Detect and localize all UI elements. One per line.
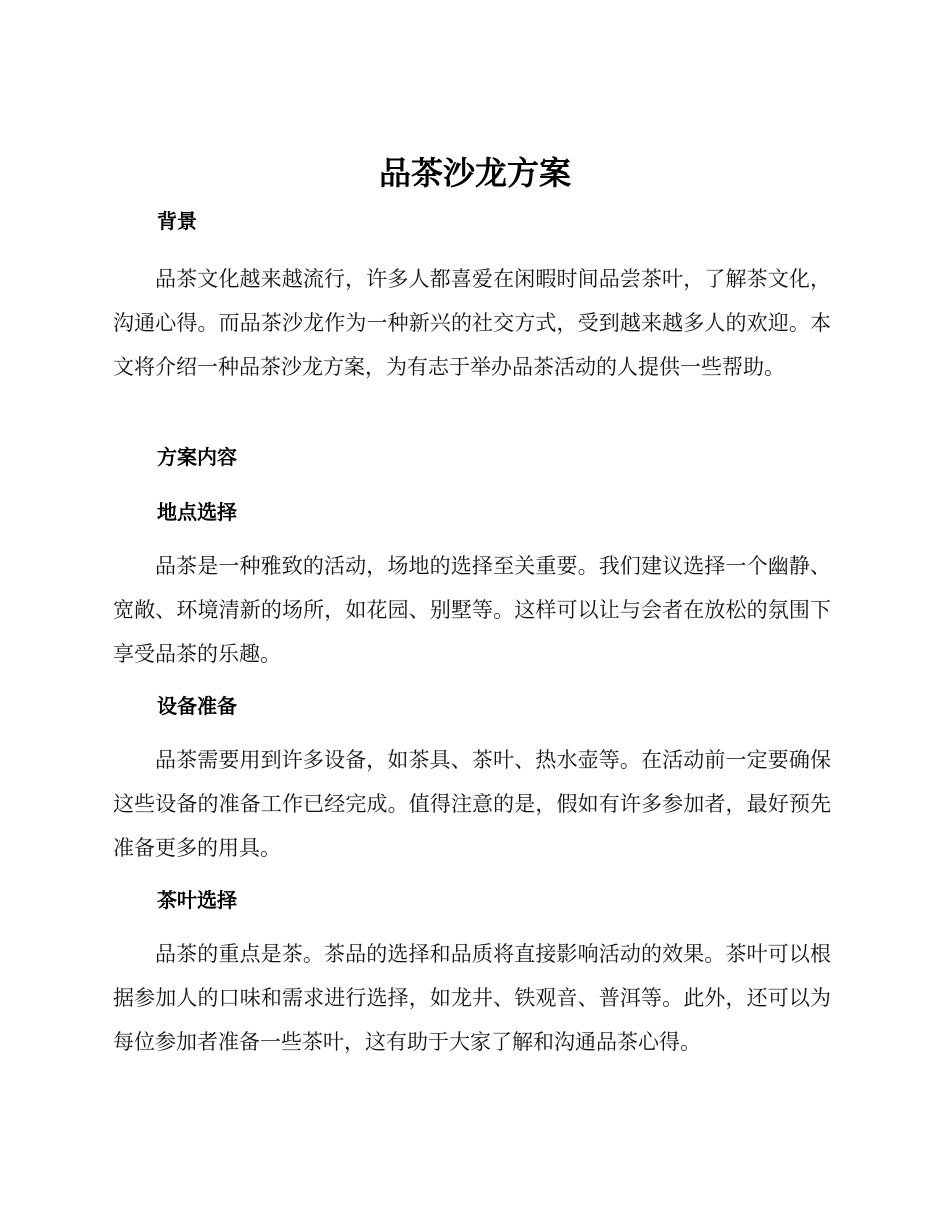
section-heading-equipment: 设备准备 (157, 694, 237, 718)
section-paragraph-background: 品茶文化越来越流行，许多人都喜爱在闲暇时间品尝茶叶，了解茶文化，沟通心得。而品茶沙龙作为一种新兴的社交方式，受到越来越多人的欢迎。本文将介绍一种品茶沙龙方案，为有志于举办品茶活动的人提供一些帮助。 (113, 267, 831, 379)
section-paragraph-location: 品茶是一种雅致的活动，场地的选择至关重要。我们建议选择一个幽静、宽敞、环境清新的场所，如花园、别墅等。这样可以让与会者在放松的氛围下享受品茶的乐趣。 (113, 554, 831, 666)
section-paragraph-equipment: 品茶需要用到许多设备，如茶具、茶叶、热水壶等。在活动前一定要确保这些设备的准备工作已经完成。值得注意的是，假如有许多参加者，最好预先准备更多的用具。 (113, 748, 831, 860)
section-paragraph-tea-selection: 品茶的重点是茶。茶品的选择和品质将直接影响活动的效果。茶叶可以根据参加人的口味和需求进行选择，如龙井、铁观音、普洱等。此外，还可以为每位参加者准备一些茶叶，这有助于大家了解和沟通品茶心得。 (113, 942, 831, 1054)
section-heading-location: 地点选择 (157, 500, 237, 524)
section-heading-background: 背景 (157, 209, 197, 233)
section-heading-plan-content: 方案内容 (157, 445, 237, 469)
section-heading-tea-selection: 茶叶选择 (157, 888, 237, 912)
document-title: 品茶沙龙方案 (378, 154, 571, 192)
